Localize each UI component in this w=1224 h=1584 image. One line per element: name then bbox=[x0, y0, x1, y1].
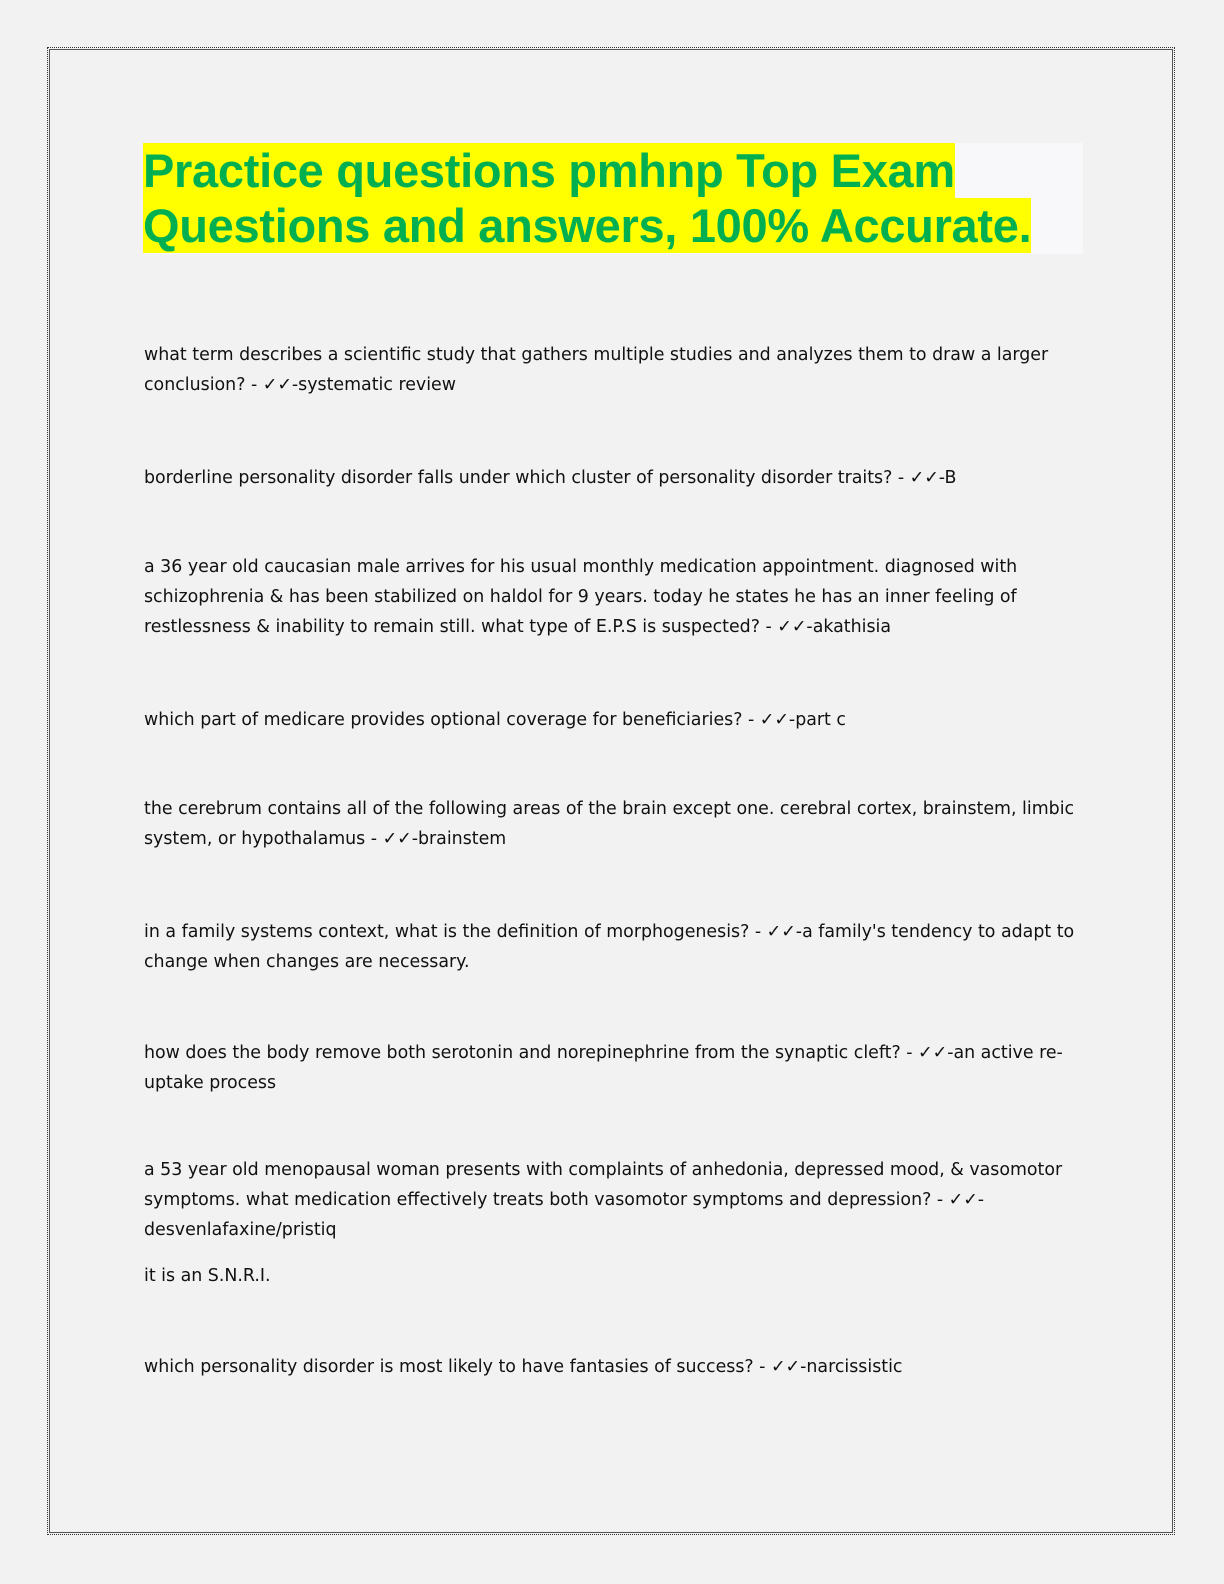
qa-item-borderline-cluster: borderline personality disorder falls under which cluster of personality disorder traits? - ✓✓-B bbox=[144, 468, 957, 488]
qa-item-medicare-part: which part of medicare provides optional coverage for beneficiaries? - ✓✓-part c bbox=[144, 710, 846, 730]
document-title bbox=[143, 143, 1083, 254]
title-line-1: Practice questions pmhnp Top Exam bbox=[143, 144, 955, 197]
qa-item-reuptake: how does the body remove both serotonin and norepinephrine from the synaptic cleft? - ✓✓-an active re-uptake process bbox=[144, 1043, 1063, 1093]
qa-item-cerebrum: the cerebrum contains all of the following areas of the brain except one. cerebral cortex, brainstem, limbic system, or hypothalamus - ✓✓-brainstem bbox=[144, 799, 1075, 849]
title-line-2: Questions and answers, 100% Accurate. bbox=[143, 199, 1032, 252]
qa-item-desvenlafaxine: a 53 year old menopausal woman presents with complaints of anhedonia, depressed mood, & vasomotor symptoms. what medication effectively treats both vasomotor symptoms and depression? - ✓✓-desvenlafaxine/pristiq bbox=[144, 1160, 1063, 1240]
qa-item-morphogenesis: in a family systems context, what is the definition of morphogenesis? - ✓✓-a family's tendency to adapt to change when changes are necessary. bbox=[144, 922, 1075, 972]
page-border bbox=[47, 47, 1175, 1535]
qa-item-narcissistic: which personality disorder is most likely to have fantasies of success? - ✓✓-narcissistic bbox=[144, 1357, 903, 1377]
qa-item-akathisia: a 36 year old caucasian male arrives for his usual monthly medication appointment. diagnosed with schizophrenia & has been stabilized on haldol for 9 years. today he states he has an inner feeling of restlessness & inability to remain still. what type of E.P.S is suspected? - ✓✓-akathisia bbox=[144, 557, 1018, 637]
qa-item-snri-note: it is an S.N.R.I. bbox=[144, 1266, 271, 1286]
qa-item-systematic-review: what term describes a scientific study that gathers multiple studies and analyzes them to draw a larger conclusion? - ✓✓-systematic review bbox=[144, 345, 1049, 395]
